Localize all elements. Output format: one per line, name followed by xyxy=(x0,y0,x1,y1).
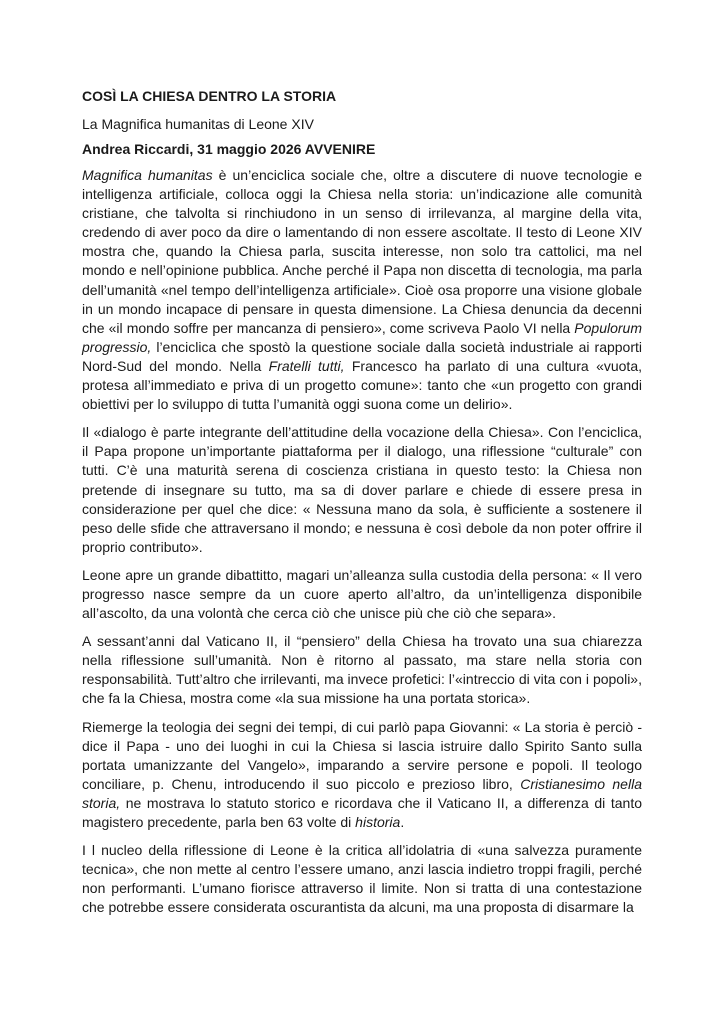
paragraph-5-italic-b: Cristianesimo nella storia, xyxy=(82,775,642,811)
paragraph-1-italic-a: Magnifica humanitas xyxy=(82,167,213,183)
paragraph-1-text-d: l’enciclica che spostò la questione sociale dalla società industriale ai rapporti Nord-Sud del mondo. Nella xyxy=(82,338,642,374)
paragraph-5-text-e: . xyxy=(400,814,405,830)
paragraph-4: A sessant’anni dal Vaticano II, il “pensiero” della Chiesa ha trovato una sua chiarezza nella riflessione sull’umanità. Non è ritorno al passato, ma stare nella storia con responsabilità. Tutt’altro che irrilevanti, ma invece profetici: l’«intreccio di vita con i popoli», che fa la Chiesa, mostra come «la sua missione ha una portata storica». xyxy=(82,633,642,707)
paragraph-5-italic-d: historia xyxy=(355,814,401,830)
article-byline: Andrea Riccardi, 31 maggio 2026 AVVENIRE xyxy=(82,141,376,157)
paragraph-1 xyxy=(82,166,642,414)
paragraph-5 xyxy=(82,718,642,833)
paragraph-5-text-c: ne mostrava lo statuto storico e ricordava che il Vaticano II, a differenza di tanto magistero precedente, parla ben 63 volte di xyxy=(82,794,642,830)
paragraph-1-text-b: è un’enciclica sociale che, oltre a discutere di nuove tecnologie e intelligenza artificiale, colloca oggi la Chiesa nella storia: un’indicazione alle comunità cristiane, che talvolta si rinchiudono in un senso di irrilevanza, al margine della vita, credendo di aver poco da dire o lamentando di non essere ascoltate. Il testo di Leone XIV mostra che, quando la Chiesa parla, suscita interesse, non solo tra cattolici, ma nel mondo e nell’opinione pubblica. Anche perché il Papa non discetta di tecnologia, ma parla dell’umanità «nel tempo dell’intelligenza artificiale». Cioè osa proporre una visione globale in un mondo incapace di pensare in questa dimensione. La Chiesa denuncia da decenni che «il mondo soffre per mancanza di pensiero», come scriveva Paolo VI nella xyxy=(82,167,642,336)
paragraph-1-text-f: Francesco ha parlato di una cultura «vuota, protesa all’immediato e priva di un progetto comune»: tanto che «un progetto con grandi obiettivi per lo sviluppo di tutta l’umanità oggi suona come un delirio». xyxy=(82,357,642,413)
paragraph-2: Il «dialogo è parte integrante dell’attitudine della vocazione della Chiesa». Con l’enciclica, il Papa propone un’importante piattaforma per il dialogo, una riflessione “culturale” con tutti. C’è una maturità serena di coscienza cristiana in questo testo: la Chiesa non pretende di insegnare su tutto, ma sa di dover parlare e chiede di essere presa in considerazione per quel che dice: « Nessuna mano da sola, è sufficiente a sostenere il peso delle sfide che attraversano il mondo; e nessuna è così debole da non poter offrire il proprio contributo». xyxy=(82,424,642,555)
paragraph-5-text-a: Riemerge la teologia dei segni dei tempi, di cui parlò papa Giovanni: « La storia è perciò - dice il Papa - uno dei luoghi in cui la Chiesa si lascia istruire dallo Spirito Santo sulla portata umanizzante del Vangelo», imparando a servire persone e popoli. Il teologo conciliare, p. Chenu, introducendo il suo piccolo e prezioso libro, xyxy=(82,718,642,792)
paragraph-1-italic-e: Fratelli tutti, xyxy=(268,357,345,374)
paragraph-1-italic-c: Populorum progressio, xyxy=(82,319,642,355)
paragraph-6: I l nucleo della riflessione di Leone è la critica all’idolatria di «una salvezza puramente tecnica», che non mette al centro l’essere umano, anzi lascia indietro troppi fragili, perché non performanti. L’umano fiorisce attraverso il limite. Non si tratta di una contestazione che potrebbe essere considerata oscurantista da alcuni, ma una proposta di disarmare la xyxy=(82,842,642,916)
article-subtitle: La Magnifica humanitas di Leone XIV xyxy=(82,116,314,132)
paragraph-3: Leone apre un grande dibattitto, magari un’alleanza sulla custodia della persona: « Il vero progresso nasce sempre da un cuore aperto all’altro, da un’intelligenza disponibile all’ascolto, da una volontà che cerca ciò che unisce più che ciò che separa». xyxy=(82,566,642,622)
article-title: COSÌ LA CHIESA DENTRO LA STORIA xyxy=(82,88,337,104)
